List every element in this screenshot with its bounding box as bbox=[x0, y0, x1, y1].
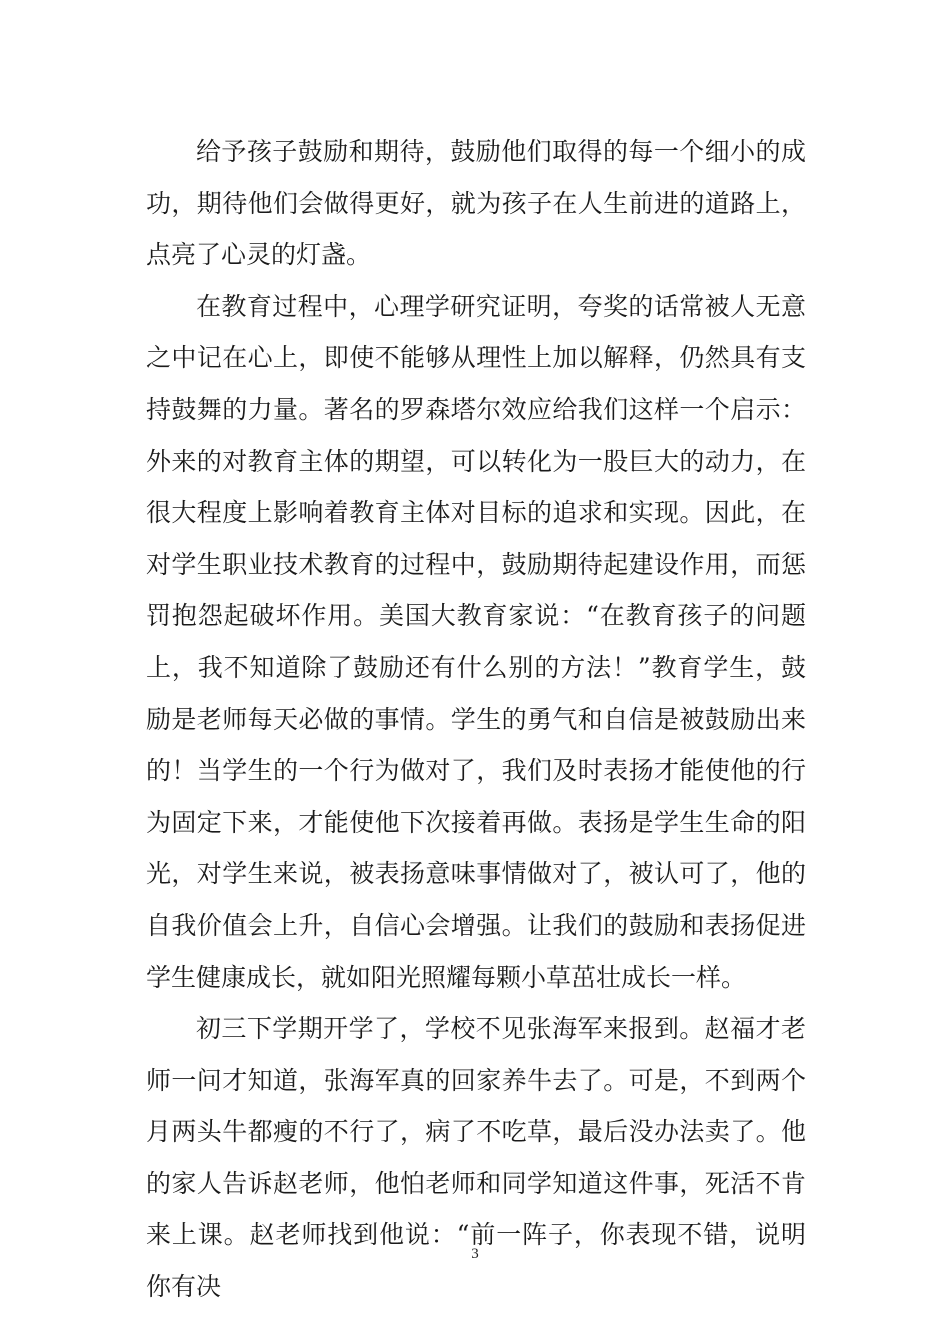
paragraph-3: 初三下学期开学了，学校不见张海军来报到。赵福才老师一问才知道，张海军真的回家养牛去了。可是，不到两个月两头牛都瘦的不行了，病了不吃草，最后没办法卖了。他的家人告诉赵老师，他怕老师和同学知道这件事，死活不肯来上课。赵老师找到他说：“前一阵子，你表现不错，说明你有决 bbox=[146, 1014, 806, 1302]
paragraph-2: 在教育过程中，心理学研究证明，夸奖的话常被人无意之中记在心上，即使不能够从理性上加以解释，仍然具有支持鼓舞的力量。著名的罗森塔尔效应给我们这样一个启示：外来的对教育主体的期望，可以转化为一股巨大的动力，在很大程度上影响着教育主体对目标的追求和实现。因此，在对学生职业技术教育的过程中，鼓励期待起建设作用，而惩罚抱怨起破坏作用。美国大教育家说：“在教育孩子的问题上，我不知道除了鼓励还有什么别的方法！”教育学生，鼓励是老师每天必做的事情。学生的勇气和自信是被鼓励出来的！当学生的一个行为做对了，我们及时表扬才能使他的行为固定下来，才能使他下次接着再做。表扬是学生生命的阳光，对学生来说，被表扬意味事情做对了，被认可了，他的自我价值会上升，自信心会增强。让我们的鼓励和表扬促进学生健康成长，就如阳光照耀每颗小草茁壮成长一样。 bbox=[146, 291, 806, 992]
page-number: 3 bbox=[471, 1246, 479, 1262]
paragraph-1: 给予孩子鼓励和期待，鼓励他们取得的每一个细小的成功，期待他们会做得更好，就为孩子在人生前进的道路上，点亮了心灵的灯盏。 bbox=[146, 137, 806, 270]
body-text bbox=[146, 126, 806, 1313]
